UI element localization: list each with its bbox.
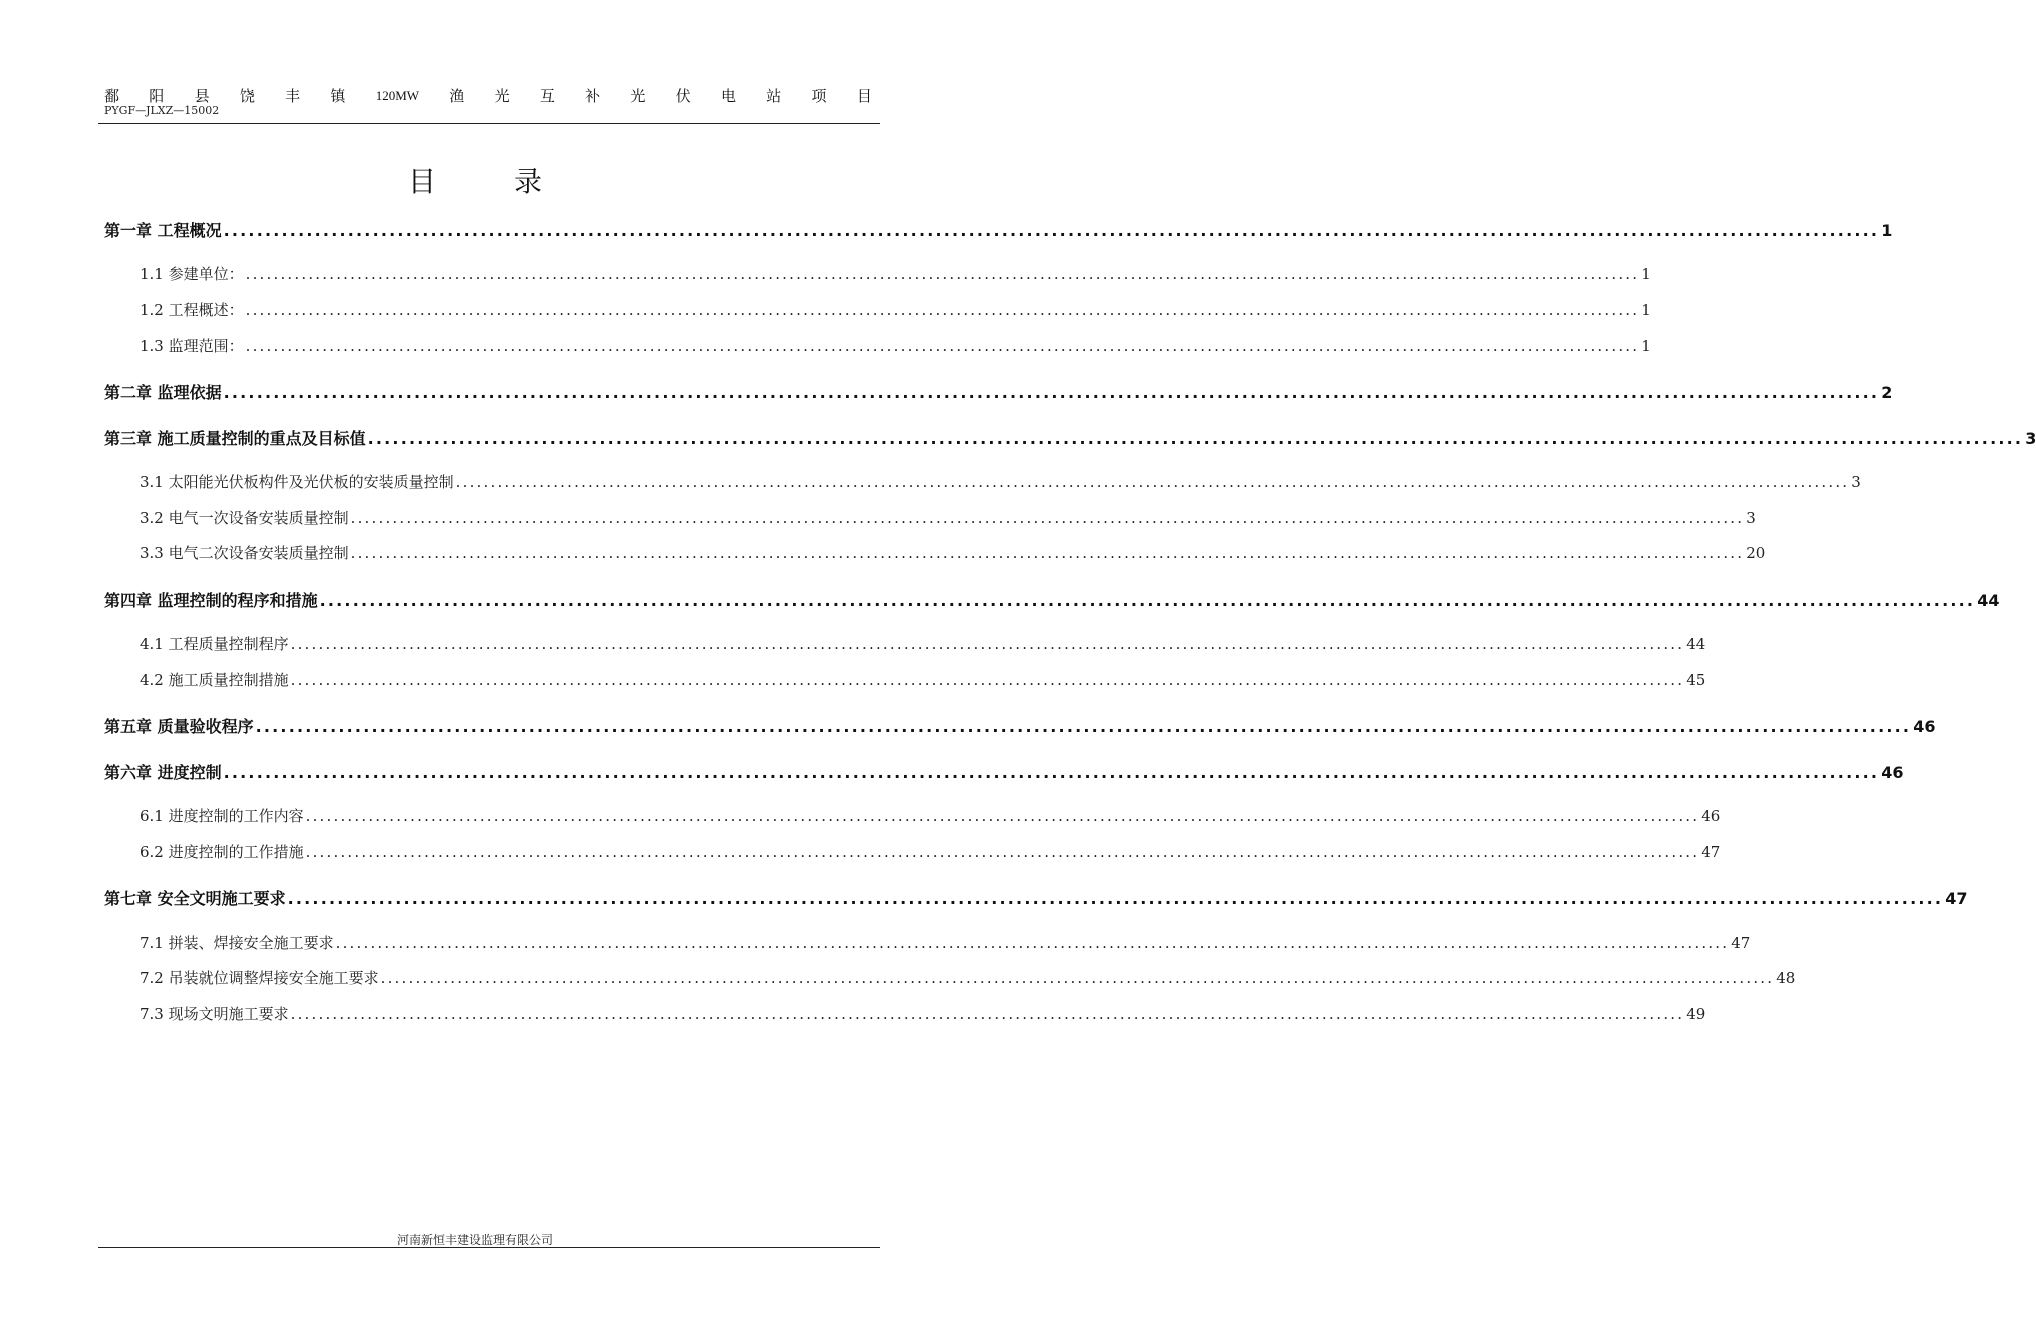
toc-chapter-entry[interactable] — [104, 760, 1904, 783]
toc-dot-leader: ........................................................................................................................................................................................................ — [305, 807, 1700, 825]
toc-page-number: 1 — [1641, 301, 1651, 319]
document-code: PYGF—JLXZ—15002 — [104, 104, 220, 117]
toc-page-number: 47 — [1731, 934, 1751, 952]
toc-entry-label: 第六章 进度控制 — [104, 763, 222, 782]
toc-page-number: 20 — [1746, 544, 1766, 562]
toc-section-entry[interactable] — [122, 507, 1756, 528]
toc-dot-leader: ........................................................................................................................................................................................................ — [350, 544, 1745, 562]
toc-page-number: 44 — [1977, 591, 2000, 610]
toc-dot-leader: ........................................................................................................................................................................................................ — [380, 969, 1775, 987]
project-name-char: 渔 — [449, 87, 465, 105]
toc-entry-label: 3.2 电气一次设备安装质量控制 — [140, 509, 349, 527]
toc-section-entry[interactable] — [122, 805, 1721, 826]
toc-entry-label: 7.2 吊装就位调整焊接安全施工要求 — [140, 969, 379, 987]
toc-dot-leader: ........................................................................................................................................................................................................ — [290, 1005, 1685, 1023]
toc-entry-label: 7.3 现场文明施工要求 — [140, 1005, 289, 1023]
project-name-char: 120MW — [375, 88, 420, 103]
toc-dot-leader: ........................................................................................................................................................................................................ — [367, 429, 2024, 448]
toc-dot-leader: ........................................................................................................................................................................................................ — [245, 337, 1640, 355]
toc-section-entry[interactable] — [122, 841, 1721, 862]
toc-dot-leader: ........................................................................................................................................................................................................ — [305, 843, 1700, 861]
project-name-char: 伏 — [675, 87, 691, 105]
project-name-char: 电 — [720, 87, 736, 105]
project-name-char: 光 — [630, 87, 646, 105]
toc-chapter-entry[interactable] — [104, 886, 1968, 909]
toc-dot-leader: ........................................................................................................................................................................................................ — [223, 763, 1880, 782]
toc-page-number: 3 — [1851, 473, 1861, 491]
toc-entry-label: 4.2 施工质量控制措施 — [140, 671, 289, 689]
toc-page-number: 45 — [1686, 671, 1706, 689]
toc-entry-label: 1.2 工程概述： — [140, 301, 244, 319]
toc-dot-leader: ........................................................................................................................................................................................................ — [335, 934, 1730, 952]
toc-chapter-entry[interactable] — [104, 714, 1936, 737]
toc-entry-label: 第七章 安全文明施工要求 — [104, 889, 286, 908]
toc-entry-label: 6.1 进度控制的工作内容 — [140, 807, 304, 825]
toc-entry-label: 3.1 太阳能光伏板构件及光伏板的安装质量控制 — [140, 473, 454, 491]
toc-section-entry[interactable] — [122, 263, 1651, 284]
company-footer: 河南新恒丰建设监理有限公司 — [396, 1233, 553, 1247]
toc-page-number: 46 — [1881, 763, 1904, 782]
toc-entry-label: 1.1 参建单位： — [140, 265, 244, 283]
toc-entry-label: 第一章 工程概况 — [104, 221, 222, 240]
toc-section-entry[interactable] — [122, 471, 1861, 492]
page-header — [104, 86, 872, 117]
toc-section-entry[interactable] — [122, 932, 1751, 953]
toc-dot-leader: ........................................................................................................................................................................................................ — [350, 509, 1745, 527]
toc-dot-leader: ........................................................................................................................................................................................................ — [245, 301, 1640, 319]
toc-page-number: 1 — [1881, 221, 1893, 240]
toc-dot-leader: ........................................................................................................................................................................................................ — [290, 635, 1685, 653]
toc-chapter-entry[interactable] — [104, 380, 1893, 403]
toc-entry-label: 第二章 监理依据 — [104, 383, 222, 402]
toc-section-entry[interactable] — [122, 1003, 1706, 1024]
toc-page-number: 49 — [1686, 1005, 1706, 1023]
toc-dot-leader: ........................................................................................................................................................................................................ — [255, 717, 1912, 736]
project-name — [104, 86, 872, 106]
project-name-char: 县 — [194, 87, 210, 105]
toc-section-entry[interactable] — [122, 335, 1651, 356]
toc-chapter-entry[interactable] — [104, 588, 2000, 611]
toc-page-number: 44 — [1686, 635, 1706, 653]
toc-entry-label: 第五章 质量验收程序 — [104, 717, 254, 736]
toc-page-number: 3 — [2025, 429, 2036, 448]
toc-dot-leader: ........................................................................................................................................................................................................ — [245, 265, 1640, 283]
toc-page-number: 3 — [1746, 509, 1756, 527]
toc-page-number: 47 — [1945, 889, 1968, 908]
project-name-char: 阳 — [149, 87, 165, 105]
toc-section-entry[interactable] — [122, 669, 1706, 690]
toc-dot-leader: ........................................................................................................................................................................................................ — [287, 889, 1944, 908]
toc-entry-label: 1.3 监理范围： — [140, 337, 244, 355]
toc-dot-leader: ........................................................................................................................................................................................................ — [223, 221, 1880, 240]
project-name-char: 丰 — [285, 87, 301, 105]
toc-page-number: 2 — [1881, 383, 1893, 402]
toc-page-number: 47 — [1701, 843, 1721, 861]
project-name-char: 补 — [585, 87, 601, 105]
toc-dot-leader: ........................................................................................................................................................................................................ — [290, 671, 1685, 689]
toc-page-number: 1 — [1641, 337, 1651, 355]
toc-page-number: 1 — [1641, 265, 1651, 283]
toc-section-entry[interactable] — [122, 542, 1766, 563]
project-name-char: 镇 — [330, 87, 346, 105]
page-title: 目录 — [407, 165, 620, 198]
project-name-char: 鄱 — [104, 87, 120, 105]
toc-page-number: 48 — [1776, 969, 1796, 987]
toc-entry-label: 7.1 拼装、焊接安全施工要求 — [140, 934, 334, 952]
project-name-char: 饶 — [239, 87, 255, 105]
header-divider — [98, 123, 880, 124]
toc-dot-leader: ........................................................................................................................................................................................................ — [223, 383, 1880, 402]
toc-section-entry[interactable] — [122, 967, 1796, 988]
project-name-char: 互 — [539, 87, 555, 105]
toc-dot-leader: ........................................................................................................................................................................................................ — [319, 591, 1976, 610]
project-name-char: 目 — [856, 87, 872, 105]
project-name-char: 光 — [494, 87, 510, 105]
toc-page-number: 46 — [1701, 807, 1721, 825]
toc-page-number: 46 — [1913, 717, 1936, 736]
toc-entry-label: 3.3 电气二次设备安装质量控制 — [140, 544, 349, 562]
project-name-char: 项 — [811, 87, 827, 105]
toc-entry-label: 第四章 监理控制的程序和措施 — [104, 591, 318, 610]
toc-entry-label: 6.2 进度控制的工作措施 — [140, 843, 304, 861]
toc-section-entry[interactable] — [122, 299, 1651, 320]
toc-section-entry[interactable] — [122, 633, 1706, 654]
toc-entry-label: 第三章 施工质量控制的重点及目标值 — [104, 429, 366, 448]
project-name-char: 站 — [766, 87, 782, 105]
toc-entry-label: 4.1 工程质量控制程序 — [140, 635, 289, 653]
toc-chapter-entry[interactable] — [104, 426, 2036, 449]
toc-dot-leader: ........................................................................................................................................................................................................ — [455, 473, 1850, 491]
toc-chapter-entry[interactable] — [104, 218, 1893, 241]
footer-divider — [98, 1247, 880, 1248]
